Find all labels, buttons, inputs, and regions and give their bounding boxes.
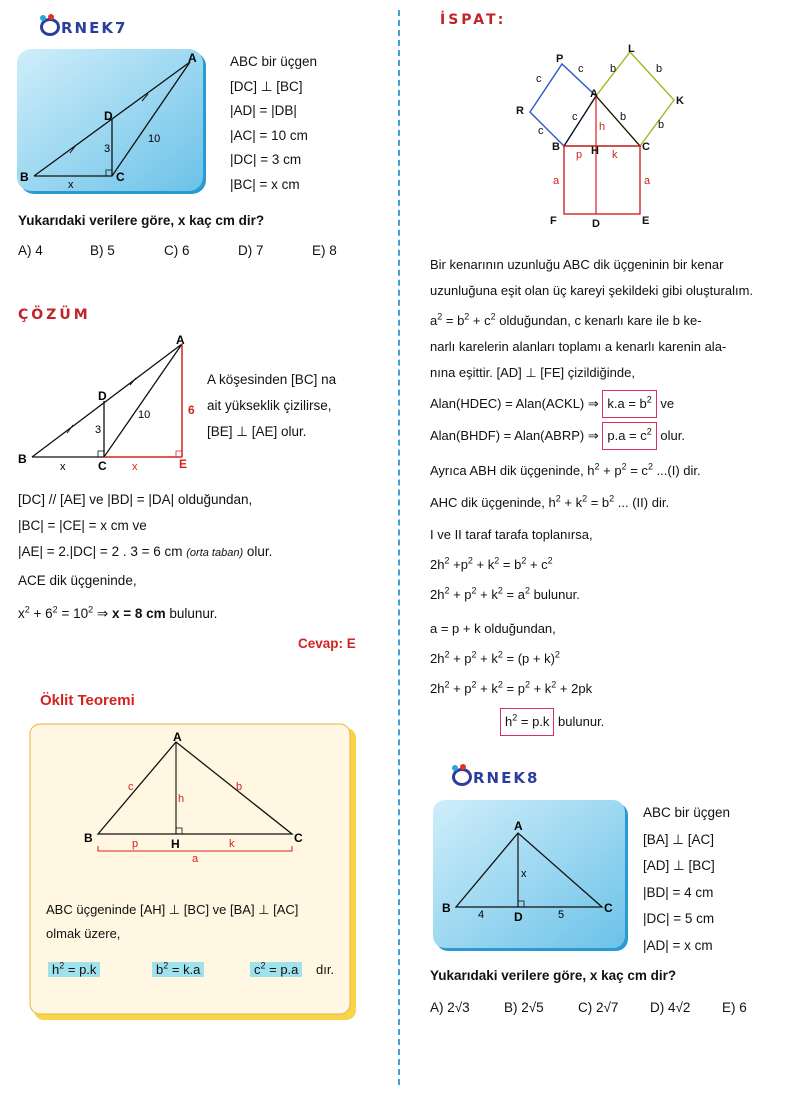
ornek-logo-icon <box>40 18 60 36</box>
fig-label-a: a <box>192 853 199 865</box>
answer-c[interactable]: C) 6 <box>164 243 190 258</box>
ornek-logo-icon <box>452 768 472 786</box>
fig-label-c: c <box>128 781 134 793</box>
ornek8-givens: ABC bir üçgen [BA] ⊥ [AC] [AD] ⊥ [BC] |BD| = 4 cm |DC| = 5 cm |AD| = x cm <box>643 805 731 953</box>
oklit-box <box>28 722 358 1022</box>
fig-label-6: 6 <box>188 403 195 417</box>
cevap-label: Cevap: E <box>298 636 356 651</box>
fig-label-D: D <box>104 109 113 123</box>
ornek7-heading: RNEK7 <box>40 18 127 37</box>
fig-label-x: x <box>521 868 527 880</box>
fig-label-C: C <box>98 459 107 470</box>
cozum-heading: ÇÖZÜM <box>18 307 91 323</box>
svg-text:c: c <box>572 111 578 123</box>
svg-text:c: c <box>538 125 544 137</box>
fig-label-B: B <box>442 901 451 915</box>
fig-label-D: D <box>98 389 107 403</box>
svg-text:a: a <box>644 175 651 187</box>
svg-text:L: L <box>628 43 635 55</box>
fig-label-C: C <box>294 831 303 845</box>
svg-text:b: b <box>620 111 627 123</box>
fig-label-A: A <box>176 333 185 347</box>
fig-label-5: 5 <box>558 909 565 921</box>
svg-text:D: D <box>592 218 600 230</box>
svg-text:b: b <box>656 63 663 75</box>
fig-label-x2: x <box>132 461 138 470</box>
svg-text:h: h <box>599 121 606 133</box>
svg-text:p: p <box>576 149 583 161</box>
svg-text:a: a <box>553 175 560 187</box>
fig-label-3: 3 <box>95 424 102 436</box>
fig-label-k: k <box>229 838 235 850</box>
svg-text:E: E <box>642 215 650 227</box>
ornek7-figure <box>12 48 212 198</box>
column-divider <box>398 10 400 1085</box>
cozum-lines: [DC] // [AE] ve |BD| = |DA| olduğundan, |BC| = |CE| = x cm ve |AE| = 2.|DC| = 2 . 3 = 6 cm (orta taban) olur. <box>18 492 273 559</box>
fig-label-B: B <box>84 831 93 845</box>
answer-c[interactable]: C) 2√7 <box>578 1000 619 1015</box>
answer-d[interactable]: D) 4√2 <box>650 1000 691 1015</box>
fig-label-p: p <box>132 838 139 850</box>
fig-label-D: D <box>514 910 523 924</box>
formula-b: $b^2 = k.a$ <box>152 962 204 977</box>
svg-text:H: H <box>591 145 599 157</box>
final-box: $h^2 = p.k$ <box>500 708 554 736</box>
fig-label-A: A <box>514 819 523 833</box>
answer-e[interactable]: E) 6 <box>722 1000 747 1015</box>
area-box-2: $p.a = c^2$ <box>602 422 656 450</box>
formula-c: $c^2 = p.a$ <box>250 962 302 977</box>
oklit-title: Öklit Teoremi <box>40 692 135 709</box>
ispat-text: Bir kenarının uzunluğu ABC dik üçgeninin bir kenar uzunluğuna eşit olan üç kareyi şekildeki gibi oluşturalım. $a^2 = b^2 + c^2$ olduğundan, c kenarlı kare ile b ke- narlı karelerin alanları toplamı a kenarlı karenin ala- nına eşittir. [AD] ⊥ [FE] çizildiğinde, Alan(HDEC) = Alan(ACKL) ⇒ $k.a = b^2$ ve Alan(BHDF) = Alan(ABRP) ⇒ $p.a = c^2$ olur. Ayrıca ABH dik üçgeninde, $h^2 + p^2 = c^2$ ...(I) dir. AHC dik üçgeninde, $h^2 + k^2 = b^2$ ... (II) dir. I ve II taraf tarafa toplanırsa, $2h^2 +p^2 + k^2 = b^2 + c^2$ $2h^2 + p^2 + k^2 = a^2$ bulunur. a = p + k olduğundan, $2h^2 + p^2 + k^2 = (p + k)^2$ $2h^2 + p^2 + k^2 = p^2 + k^2 + 2pk$ $h^2 = p.k$ bulunur. <box>430 252 753 736</box>
fig-label-x1: x <box>60 461 66 470</box>
fig-label-3: 3 <box>104 143 111 155</box>
fig-label-10: 10 <box>138 409 151 421</box>
ispat-figure <box>508 42 718 232</box>
ornek8-heading: RNEK8 <box>452 768 539 787</box>
answer-b[interactable]: B) 5 <box>90 243 115 258</box>
answer-e[interactable]: E) 8 <box>312 243 337 258</box>
answer-b[interactable]: B) 2√5 <box>504 1000 544 1015</box>
svg-text:C: C <box>642 141 650 153</box>
ornek8-figure <box>430 797 630 953</box>
svg-text:R: R <box>516 105 524 117</box>
cozum-figure <box>14 330 204 470</box>
fig-label-h: h <box>178 793 185 805</box>
fig-label-b: b <box>236 781 243 793</box>
fig-label-E: E <box>179 457 188 470</box>
ornek8-question: Yukarıdaki verilere göre, x kaç cm dir? <box>430 968 677 983</box>
svg-text:P: P <box>556 53 564 65</box>
fig-label-B: B <box>20 170 29 184</box>
ace-line: ACE dik üçgeninde, <box>18 573 137 588</box>
ornek7-question: Yukarıdaki verilere göre, x kaç cm dir? <box>18 213 265 228</box>
svg-text:b: b <box>658 119 665 131</box>
ace-equation: $x^2 + 6^2 = 10^2$ ⇒ x = 8 cm bulunur. <box>18 604 218 621</box>
ornek7-givens: ABC bir üçgen [DC] ⊥ [BC] |AD| = |DB| |AC| = 10 cm |DC| = 3 cm |BC| = x cm <box>230 54 318 192</box>
svg-text:A: A <box>590 88 598 100</box>
fig-label-4: 4 <box>478 909 485 921</box>
answer-a[interactable]: A) 4 <box>18 243 43 258</box>
fig-label-A: A <box>188 51 197 65</box>
fig-label-A: A <box>173 730 182 744</box>
fig-label-10: 10 <box>148 133 161 145</box>
fig-label-x: x <box>68 179 74 191</box>
fig-label-B: B <box>18 452 27 466</box>
area-box-1: $k.a = b^2$ <box>602 390 656 418</box>
svg-text:k: k <box>612 149 618 161</box>
formula-h: $h^2 = p.k$ <box>48 962 100 977</box>
cozum-explanation: A köşesinden [BC] na ait yükseklik çizilirse, [BE] ⊥ [AE] olur. <box>207 372 337 439</box>
answer-a[interactable]: A) 2√3 <box>430 1000 470 1015</box>
oklit-text: ABC üçgeninde [AH] ⊥ [BC] ve [BA] ⊥ [AC] olmak üzere, <box>46 902 299 941</box>
answer-d[interactable]: D) 7 <box>238 243 264 258</box>
svg-text:c: c <box>536 73 542 85</box>
fig-label-C: C <box>116 170 125 184</box>
svg-text:B: B <box>552 141 560 153</box>
ispat-heading: İSPAT: <box>440 12 507 28</box>
fig-label-C: C <box>604 901 613 915</box>
svg-text:b: b <box>610 63 617 75</box>
fig-label-H: H <box>171 837 180 851</box>
svg-text:K: K <box>676 95 684 107</box>
svg-text:c: c <box>578 63 584 75</box>
svg-text:F: F <box>550 215 557 227</box>
